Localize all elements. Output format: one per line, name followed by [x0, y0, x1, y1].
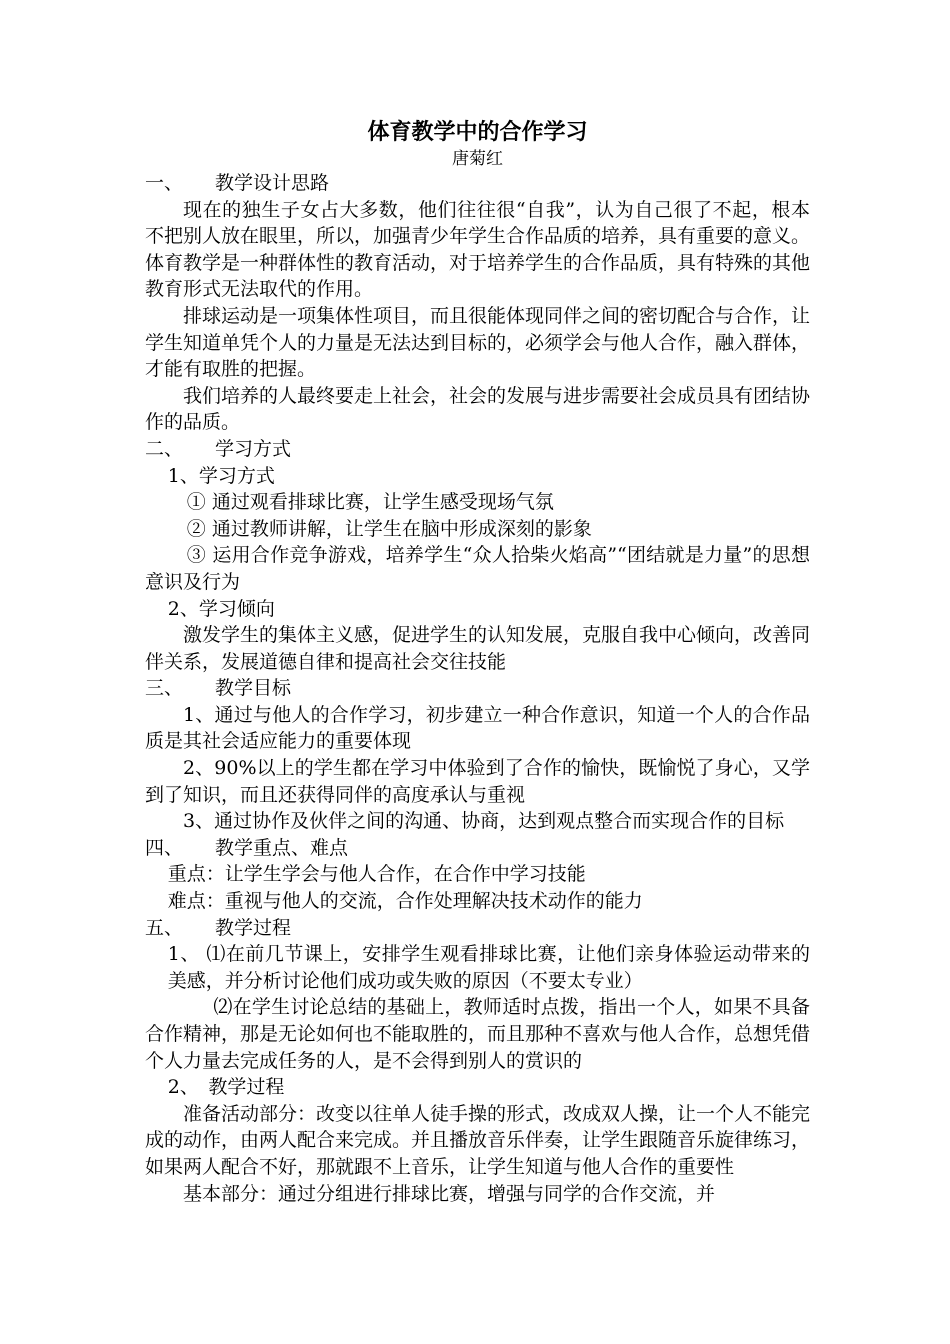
list-item: 3、通过协作及伙伴之间的沟通、协商，达到观点整合而实现合作的目标 [183, 810, 785, 833]
section-heading [145, 675, 810, 702]
section-heading [145, 170, 810, 197]
subsection-heading: 2、 教学过程 [167, 1076, 285, 1099]
section-heading [145, 835, 810, 862]
paragraph: 1、 ⑴在前几节课上，安排学生观看排球比赛，让他们亲身体验运动带来的美感，并分析讨论他们成功或失败的原因（不要太专业） [167, 943, 810, 992]
subsection-heading: 2、学习倾向 [167, 597, 275, 620]
list-item: 2、90%以上的学生都在学习中体验到了合作的愉快，既愉悦了身心，又学到了知识，而且还获得同伴的高度承认与重视 [145, 757, 810, 806]
list-item: ② 通过教师讲解，让学生在脑中形成深刻的影象 [186, 517, 592, 540]
list-item: ① 通过观看排球比赛，让学生感受现场气氛 [186, 491, 554, 514]
section-title: 教学过程 [215, 916, 292, 939]
paragraph: 现在的独生子女占大多数，他们往往很“自我”，认为自己很了不起，根本不把别人放在眼里，所以，加强青少年学生合作品质的培养，具有重要的意义。体育教学是一种群体性的教育活动，对于培养学生的合作品质，具有特殊的其他教育形式无法取代的作用。 [145, 198, 811, 301]
paragraph: 准备活动部分：改变以往单人徒手操的形式，改成双人操，让一个人不能完成的动作，由两人配合来完成。并且播放音乐伴奏，让学生跟随音乐旋律练习，如果两人配合不好，那就跟不上音乐，让学生知道与他人合作的重要性 [145, 1102, 811, 1178]
section-heading [145, 436, 810, 463]
section-number: 二、 [145, 437, 184, 460]
section-title: 教学设计思路 [215, 172, 330, 194]
section-title: 教学目标 [215, 677, 292, 700]
list-item: 1、通过与他人的合作学习，初步建立一种合作意识，知道一个人的合作品质是其社会适应能力的重要体现 [145, 703, 810, 753]
paragraph: 激发学生的集体主义感，促进学生的认知发展，克服自我中心倾向，改善同伴关系，发展道德自律和提高社会交往技能 [145, 624, 811, 673]
section-number: 一、 [145, 172, 184, 194]
paragraph: 排球运动是一项集体性项目，而且很能体现同伴之间的密切配合与合作，让学生知道单凭个人的力量是无法达到目标的，必须学会与他人合作，融入群体，才能有取胜的把握。 [145, 304, 811, 381]
list-item: ③ 运用合作竞争游戏，培养学生“众人拾柴火焰高”“团结就是力量”的思想意识及行为 [145, 544, 810, 593]
section-heading [145, 915, 810, 942]
section-title: 教学重点、难点 [215, 836, 349, 859]
section-number: 五、 [145, 916, 184, 939]
subsection-heading: 1、学习方式 [167, 464, 275, 487]
author-name: 唐菊红 [452, 149, 503, 169]
document-page [145, 118, 810, 1207]
section-number: 三、 [145, 677, 184, 700]
paragraph: ⑵在学生讨论总结的基础上，教师适时点拨，指出一个人，如果不具备合作精神，那是无论如何也不能取胜的，而且那种不喜欢与他人合作，总想凭借个人力量去完成任务的人，是不会得到别人的赏识的 [145, 996, 811, 1072]
paragraph: 基本部分：通过分组进行排球比赛，增强与同学的合作交流，并 [183, 1182, 716, 1205]
difficulty-point: 难点：重视与他人的交流，合作处理解决技术动作的能力 [167, 890, 643, 913]
key-point: 重点：让学生学会与他人合作，在合作中学习技能 [167, 863, 586, 886]
section-number: 四、 [145, 836, 184, 859]
paragraph: 我们培养的人最终要走上社会，社会的发展与进步需要社会成员具有团结协作的品质。 [145, 384, 811, 434]
section-title: 学习方式 [215, 437, 292, 460]
document-title: 体育教学中的合作学习 [367, 120, 588, 145]
